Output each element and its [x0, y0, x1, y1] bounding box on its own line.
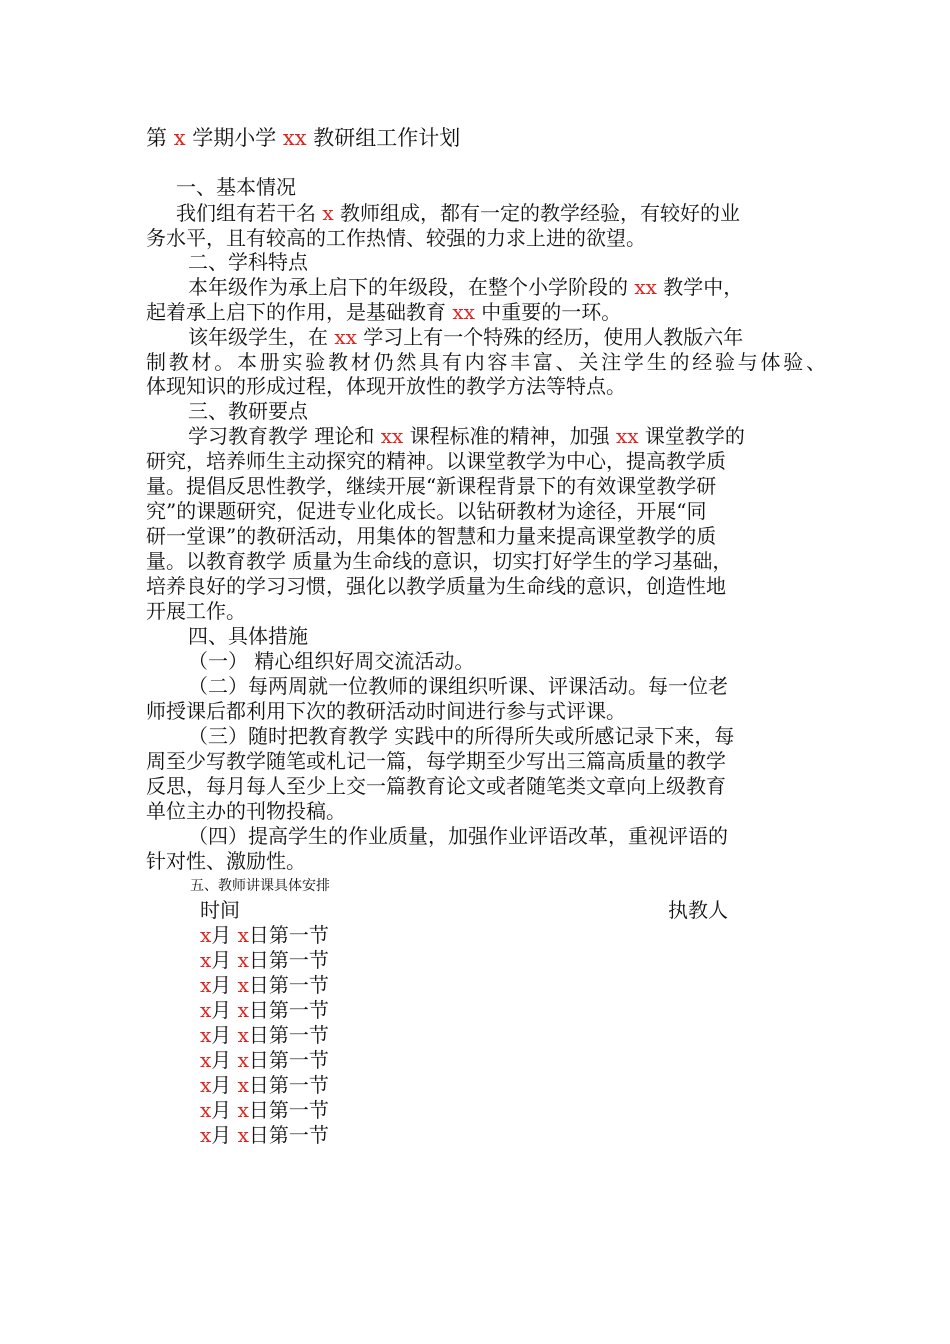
measure-item: （四）提高学生的作业质量，加强作业评语改革，重视评语的 — [188, 824, 728, 848]
paragraph-line: 培养良好的学习习惯，强化以教学质量为生命线的意识，创造性地 — [146, 574, 726, 598]
schedule-row: x月 x日第一节 — [200, 923, 329, 947]
paragraph-line: 开展工作。 — [146, 599, 246, 623]
schedule-row: x月 x日第一节 — [200, 1073, 329, 1097]
paragraph-line: 师授课后都利用下次的教研活动时间进行参与式评课。 — [146, 699, 626, 723]
paragraph-line: 起着承上启下的作用，是基础教育 xx 中重要的一环。 — [146, 300, 622, 324]
paragraph-line: 究”的课题研究，促进专业化成长。以钻研教材为途径，开展“同 — [146, 499, 707, 523]
doc-title: 第 x 学期小学 xx 教研组工作计划 — [146, 126, 461, 150]
paragraph-line: 量。提倡反思性教学，继续开展“新课程背景下的有效课堂教学研 — [146, 474, 717, 498]
paragraph-line: 制教材。本册实验教材仍然具有内容丰富、关注学生的经验与体验、 — [146, 350, 826, 374]
schedule-row: x月 x日第一节 — [200, 1023, 329, 1047]
schedule-row: x月 x日第一节 — [200, 973, 329, 997]
paragraph-line: 务水平，且有较高的工作热情、较强的力求上进的欲望。 — [146, 226, 646, 250]
section-heading: 三、教研要点 — [188, 399, 308, 423]
paragraph-line: 针对性、激励性。 — [146, 849, 306, 873]
paragraph-line: 研究，培养师生主动探究的精神。以课堂教学为中心，提高教学质 — [146, 449, 726, 473]
paragraph-line: 单位主办的刊物投稿。 — [146, 799, 346, 823]
measure-item: （一） 精心组织好周交流活动。 — [188, 649, 475, 673]
paragraph-line: 研一堂课”的教研活动，用集体的智慧和力量来提高课堂教学的质 — [146, 524, 717, 548]
schedule-row: x月 x日第一节 — [200, 1048, 329, 1072]
paragraph-line: 我们组有若干名 x 教师组成，都有一定的教学经验，有较好的业 — [176, 201, 740, 225]
section-heading: 四、具体措施 — [188, 624, 308, 648]
schedule-row: x月 x日第一节 — [200, 998, 329, 1022]
schedule-row: x月 x日第一节 — [200, 948, 329, 972]
paragraph-line: 体现知识的形成过程，体现开放性的教学方法等特点。 — [146, 374, 626, 398]
measure-item: （三）随时把教育教学 实践中的所得所失或所感记录下来，每 — [188, 724, 735, 748]
schedule-header-time: 时间 — [200, 898, 240, 922]
section-heading: 一、基本情况 — [176, 175, 296, 199]
schedule-row: x月 x日第一节 — [200, 1098, 329, 1122]
paragraph-line: 本年级作为承上启下的年级段，在整个小学阶段的 xx 教学中， — [188, 275, 744, 299]
section-heading: 二、学科特点 — [188, 250, 308, 274]
paragraph-line: 学习教育教学 理论和 xx 课程标准的精神，加强 xx 课堂教学的 — [188, 424, 745, 448]
section-heading: 五、教师讲课具体安排 — [190, 878, 330, 894]
schedule-header-teacher: 执教人 — [668, 898, 728, 922]
measure-item: （二）每两周就一位教师的课组织听课、评课活动。每一位老 — [188, 674, 728, 698]
paragraph-line: 该年级学生，在 xx 学习上有一个特殊的经历，使用人教版六年 — [188, 325, 744, 349]
paragraph-line: 反思，每月每人至少上交一篇教育论文或者随笔类文章向上级教育 — [146, 774, 726, 798]
paragraph-line: 周至少写教学随笔或札记一篇，每学期至少写出三篇高质量的教学 — [146, 749, 726, 773]
paragraph-line: 量。以教育教学 质量为生命线的意识，切实打好学生的学习基础， — [146, 549, 733, 573]
schedule-row: x月 x日第一节 — [200, 1123, 329, 1147]
